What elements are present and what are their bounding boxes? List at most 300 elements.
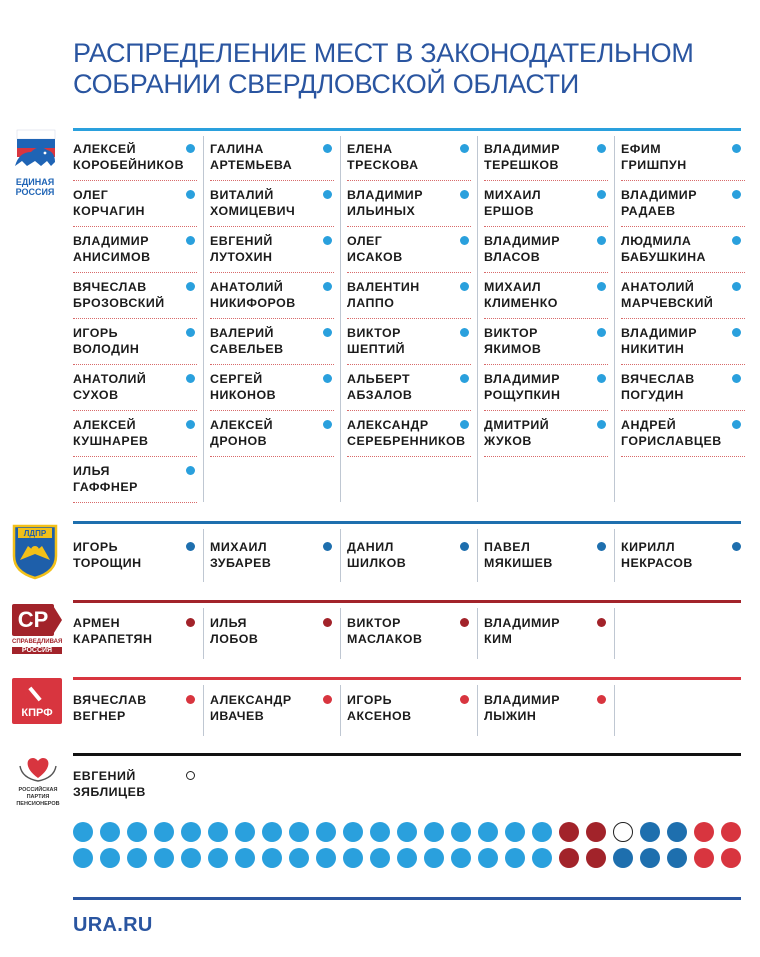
party-dot	[732, 190, 741, 199]
column-separator	[477, 529, 478, 582]
last-name: СЕРЕБРЕННИКОВ	[347, 433, 466, 448]
brand-logo: URA.RU	[73, 914, 153, 936]
deputy-name	[347, 188, 471, 219]
united-russia-logo	[9, 128, 61, 197]
deputy-name	[347, 142, 471, 173]
party-dot	[186, 374, 195, 383]
first-name: ВЛАДИМИР	[484, 616, 560, 630]
deputy-name	[210, 234, 334, 265]
row-divider	[73, 502, 197, 503]
last-name: ИСАКОВ	[347, 249, 403, 264]
deputy-name	[621, 326, 745, 357]
party-dot	[460, 282, 469, 291]
row-divider	[347, 318, 471, 319]
deputy-name	[210, 326, 334, 357]
first-name: МИХАИЛ	[210, 540, 268, 554]
deputy-name	[484, 693, 608, 724]
first-name: МИХАИЛ	[484, 280, 542, 294]
party-dot	[323, 374, 332, 383]
last-name: КАРАПЕТЯН	[73, 631, 153, 646]
party-dot	[597, 695, 606, 704]
last-name: ВЛАСОВ	[484, 249, 541, 264]
deputy-name	[73, 540, 197, 571]
flag-corner-icon	[52, 604, 62, 636]
deputy-name	[621, 418, 745, 449]
seat-circle	[316, 822, 336, 842]
first-name: ВЛАДИМИР	[484, 142, 560, 156]
bear-flag-icon	[9, 128, 61, 172]
row-divider	[621, 272, 745, 273]
seat-circle	[694, 848, 714, 868]
first-name: ВЯЧЕСЛАВ	[73, 280, 147, 294]
last-name: ТОРОЩИН	[73, 555, 142, 570]
first-name: ЕВГЕНИЙ	[210, 234, 273, 248]
column-separator	[477, 608, 478, 659]
first-name: ВИКТОР	[347, 326, 401, 340]
seat-circle	[613, 848, 633, 868]
last-name: ГРИШПУН	[621, 157, 687, 172]
last-name: ЯКИМОВ	[484, 341, 542, 356]
first-name: АНДРЕЙ	[621, 418, 677, 432]
party-dot	[323, 420, 332, 429]
party-dot	[597, 328, 606, 337]
first-name: ИГОРЬ	[347, 693, 393, 707]
row-divider	[621, 318, 745, 319]
last-name: КУШНАРЕВ	[73, 433, 149, 448]
deputy-name	[484, 418, 608, 449]
deputy-name	[621, 372, 745, 403]
party-dot	[597, 374, 606, 383]
row-divider	[347, 364, 471, 365]
last-name: ЛЫЖИН	[484, 708, 537, 723]
row-divider	[347, 226, 471, 227]
seat-circle	[721, 822, 741, 842]
party-dot	[597, 282, 606, 291]
seat-circle	[640, 822, 660, 842]
seat-circle	[505, 848, 525, 868]
seat-circle	[424, 848, 444, 868]
first-name: ДМИТРИЙ	[484, 418, 550, 432]
party-dot	[323, 236, 332, 245]
first-name: ГАЛИНА	[210, 142, 264, 156]
seat-circle	[262, 848, 282, 868]
party-divider	[73, 600, 741, 603]
last-name: НИКИФОРОВ	[210, 295, 296, 310]
seat-circle	[559, 822, 579, 842]
seat-circle	[73, 822, 93, 842]
seat-circle	[451, 848, 471, 868]
first-name: ИЛЬЯ	[73, 464, 110, 478]
first-name: ИЛЬЯ	[210, 616, 247, 630]
seat-circle	[343, 848, 363, 868]
party-dot	[186, 236, 195, 245]
seat-circle	[478, 848, 498, 868]
deputy-name	[210, 616, 334, 647]
column-separator	[203, 529, 204, 582]
deputy-name	[347, 234, 471, 265]
seat-circle	[181, 822, 201, 842]
party-dot	[460, 374, 469, 383]
row-divider	[73, 456, 197, 457]
deputy-name	[621, 540, 745, 571]
party-dot	[460, 542, 469, 551]
fair-russia-logo	[12, 604, 64, 660]
deputy-name	[73, 464, 197, 495]
party-dot	[323, 328, 332, 337]
fair-russia-logo-letters: СР	[12, 604, 54, 636]
deputy-name	[73, 418, 197, 449]
seat-circle	[721, 848, 741, 868]
party-dot	[732, 420, 741, 429]
seat-circle	[154, 822, 174, 842]
first-name: ВЛАДИМИР	[484, 372, 560, 386]
last-name: ЖУКОВ	[484, 433, 532, 448]
ldpr-logo	[10, 520, 60, 580]
deputy-name	[73, 280, 197, 311]
deputy-name	[347, 616, 471, 647]
fair-russia-logo-text-1: СПРАВЕДЛИВАЯ	[12, 639, 63, 645]
seat-circle	[451, 822, 471, 842]
last-name: АБЗАЛОВ	[347, 387, 413, 402]
seat-circle	[154, 848, 174, 868]
party-dot	[186, 328, 195, 337]
seat-circle	[316, 848, 336, 868]
kprf-logo-text: КПРФ	[21, 707, 53, 719]
kprf-logo	[12, 678, 62, 724]
row-divider	[347, 180, 471, 181]
seat-circle	[505, 822, 525, 842]
first-name: КИРИЛЛ	[621, 540, 676, 554]
seat-circle	[289, 822, 309, 842]
last-name: НЕКРАСОВ	[621, 555, 693, 570]
column-separator	[340, 136, 341, 502]
first-name: АНАТОЛИЙ	[621, 280, 695, 294]
row-divider	[621, 410, 745, 411]
first-name: АЛЕКСАНДР	[210, 693, 292, 707]
row-divider	[621, 180, 745, 181]
party-dot	[323, 542, 332, 551]
deputy-name	[73, 769, 197, 800]
deputy-name	[210, 540, 334, 571]
row-divider	[484, 226, 608, 227]
party-dot	[460, 618, 469, 627]
united-russia-logo-text-2: РОССИЯ	[15, 187, 55, 197]
party-dot	[460, 420, 469, 429]
first-name: ВИТАЛИЙ	[210, 188, 274, 202]
seat-circle	[289, 848, 309, 868]
first-name: ВЛАДИМИР	[73, 234, 149, 248]
last-name: САВЕЛЬЕВ	[210, 341, 284, 356]
deputy-name	[484, 540, 608, 571]
row-divider	[621, 364, 745, 365]
seat-circle	[397, 848, 417, 868]
last-name: МЯКИШЕВ	[484, 555, 553, 570]
party-dot	[186, 190, 195, 199]
first-name: АРМЕН	[73, 616, 121, 630]
deputy-name	[484, 616, 608, 647]
seat-circle	[640, 848, 660, 868]
deputy-name	[210, 372, 334, 403]
party-divider	[73, 521, 741, 524]
first-name: СЕРГЕЙ	[210, 372, 263, 386]
row-divider	[210, 364, 334, 365]
deputy-name	[73, 142, 197, 173]
first-name: ВИКТОР	[347, 616, 401, 630]
deputy-name	[210, 418, 334, 449]
last-name: БРОЗОВСКИЙ	[73, 295, 165, 310]
heart-hands-icon	[10, 754, 66, 782]
column-separator	[340, 608, 341, 659]
first-name: ЕЛЕНА	[347, 142, 393, 156]
last-name: АНИСИМОВ	[73, 249, 151, 264]
party-dot	[460, 144, 469, 153]
party-dot	[732, 236, 741, 245]
row-divider	[210, 180, 334, 181]
first-name: ВЛАДИМИР	[621, 188, 697, 202]
deputy-name	[73, 616, 197, 647]
last-name: РОЩУПКИН	[484, 387, 561, 402]
row-divider	[484, 410, 608, 411]
deputy-name	[347, 372, 471, 403]
last-name: КОРЧАГИН	[73, 203, 145, 218]
row-divider	[73, 272, 197, 273]
seat-circle	[586, 848, 606, 868]
deputy-name	[484, 234, 608, 265]
first-name: ДАНИЛ	[347, 540, 394, 554]
party-dot	[597, 144, 606, 153]
party-dot	[323, 144, 332, 153]
first-name: ВЛАДИМИР	[621, 326, 697, 340]
column-separator	[614, 685, 615, 736]
deputy-name	[621, 280, 745, 311]
row-divider	[210, 410, 334, 411]
column-separator	[340, 529, 341, 582]
deputy-name	[484, 188, 608, 219]
party-dot	[186, 695, 195, 704]
row-divider	[73, 180, 197, 181]
last-name: КИМ	[484, 631, 513, 646]
seat-circle	[208, 848, 228, 868]
deputy-name	[73, 188, 197, 219]
deputy-name	[347, 693, 471, 724]
deputy-name	[347, 326, 471, 357]
seat-circle	[181, 848, 201, 868]
hammer-sickle-icon	[12, 678, 62, 708]
first-name: ИГОРЬ	[73, 326, 119, 340]
seat-circle	[100, 822, 120, 842]
party-dot	[186, 771, 195, 780]
row-divider	[347, 410, 471, 411]
seat-circle	[532, 848, 552, 868]
first-name: ВЯЧЕСЛАВ	[73, 693, 147, 707]
row-divider	[347, 272, 471, 273]
first-name: ОЛЕГ	[73, 188, 109, 202]
last-name: ЗУБАРЕВ	[210, 555, 272, 570]
last-name: ДРОНОВ	[210, 433, 268, 448]
column-separator	[203, 608, 204, 659]
party-dot	[597, 420, 606, 429]
last-name: МАРЧЕВСКИЙ	[621, 295, 714, 310]
first-name: ЕФИМ	[621, 142, 662, 156]
row-divider	[210, 318, 334, 319]
first-name: ОЛЕГ	[347, 234, 383, 248]
last-name: НИКИТИН	[621, 341, 685, 356]
party-dot	[732, 542, 741, 551]
first-name: ЕВГЕНИЙ	[73, 769, 136, 783]
last-name: КОРОБЕЙНИКОВ	[73, 157, 185, 172]
last-name: КЛИМЕНКО	[484, 295, 558, 310]
first-name: ВАЛЕРИЙ	[210, 326, 274, 340]
seat-circle	[613, 822, 633, 842]
seat-circle	[694, 822, 714, 842]
party-dot	[186, 144, 195, 153]
seat-circle	[235, 822, 255, 842]
column-separator	[340, 685, 341, 736]
pensioners-logo-text-3: ПЕНСИОНЕРОВ	[16, 801, 60, 807]
last-name: ГАФФНЕР	[73, 479, 138, 494]
pensioners-logo-text-2: ПАРТИЯ	[26, 794, 50, 800]
deputy-name	[621, 234, 745, 265]
last-name: ХОМИЦЕВИЧ	[210, 203, 296, 218]
seat-circle	[208, 822, 228, 842]
last-name: ВЕГНЕР	[73, 708, 126, 723]
pensioners-party-logo	[10, 754, 66, 807]
first-name: АЛЬБЕРТ	[347, 372, 411, 386]
party-dot	[323, 190, 332, 199]
row-divider	[347, 456, 471, 457]
seat-circle	[127, 848, 147, 868]
deputy-name	[73, 234, 197, 265]
party-dot	[732, 374, 741, 383]
row-divider	[73, 318, 197, 319]
deputy-name	[347, 418, 471, 449]
seat-circle	[73, 848, 93, 868]
deputy-name	[210, 188, 334, 219]
seat-circle	[262, 822, 282, 842]
seat-circle	[667, 848, 687, 868]
first-name: ВЛАДИМИР	[484, 693, 560, 707]
column-separator	[614, 529, 615, 582]
party-divider	[73, 677, 741, 680]
pensioners-logo-text-1: РОССИЙСКАЯ	[18, 787, 58, 793]
first-name: ЛЮДМИЛА	[621, 234, 692, 248]
column-separator	[477, 136, 478, 502]
ldpr-logo-text: ЛДПР	[23, 529, 47, 538]
last-name: ИЛЬИНЫХ	[347, 203, 416, 218]
seat-circle	[424, 822, 444, 842]
party-divider	[73, 128, 741, 131]
party-dot	[186, 282, 195, 291]
deputy-name	[73, 372, 197, 403]
deputy-name	[210, 142, 334, 173]
last-name: ГОРИСЛАВЦЕВ	[621, 433, 722, 448]
seat-circle	[127, 822, 147, 842]
column-separator	[614, 136, 615, 502]
seat-circle	[397, 822, 417, 842]
row-divider	[73, 410, 197, 411]
first-name: АЛЕКСЕЙ	[210, 418, 274, 432]
party-dot	[460, 190, 469, 199]
page-title: РАСПРЕДЕЛЕНИЕ МЕСТ В ЗАКОНОДАТЕЛЬНОМ СОБРАНИИ СВЕРДЛОВСКОЙ ОБЛАСТИ	[73, 38, 694, 99]
party-dot	[323, 282, 332, 291]
deputy-name	[484, 372, 608, 403]
seat-circle	[532, 822, 552, 842]
column-separator	[477, 685, 478, 736]
party-dot	[732, 282, 741, 291]
first-name: ПАВЕЛ	[484, 540, 531, 554]
party-dot	[460, 328, 469, 337]
party-dot	[186, 466, 195, 475]
last-name: ТРЕСКОВА	[347, 157, 419, 172]
seat-circle	[478, 822, 498, 842]
party-dot	[597, 618, 606, 627]
seat-circle	[586, 822, 606, 842]
deputy-name	[484, 142, 608, 173]
party-divider	[73, 753, 741, 756]
row-divider	[73, 364, 197, 365]
deputy-name	[484, 326, 608, 357]
first-name: АНАТОЛИЙ	[210, 280, 284, 294]
first-name: ВЯЧЕСЛАВ	[621, 372, 695, 386]
footer-divider	[73, 897, 741, 900]
last-name: РАДАЕВ	[621, 203, 676, 218]
row-divider	[484, 364, 608, 365]
deputy-name	[347, 280, 471, 311]
first-name: ВИКТОР	[484, 326, 538, 340]
row-divider	[210, 456, 334, 457]
first-name: ВЛАДИМИР	[484, 234, 560, 248]
last-name: ШЕПТИЙ	[347, 341, 406, 356]
first-name: ВЛАДИМИР	[347, 188, 423, 202]
row-divider	[484, 456, 608, 457]
last-name: АКСЕНОВ	[347, 708, 412, 723]
seat-circle	[559, 848, 579, 868]
first-name: АНАТОЛИЙ	[73, 372, 147, 386]
last-name: ШИЛКОВ	[347, 555, 407, 570]
party-dot	[597, 542, 606, 551]
party-dot	[732, 328, 741, 337]
fair-russia-logo-text-2: РОССИЯ	[12, 647, 62, 654]
last-name: НИКОНОВ	[210, 387, 277, 402]
first-name: АЛЕКСЕЙ	[73, 142, 137, 156]
party-dot	[460, 236, 469, 245]
deputy-name	[347, 540, 471, 571]
column-separator	[203, 685, 204, 736]
row-divider	[484, 318, 608, 319]
party-dot	[323, 695, 332, 704]
seat-circle	[100, 848, 120, 868]
seat-circle	[343, 822, 363, 842]
deputy-name	[621, 142, 745, 173]
deputy-name	[73, 693, 197, 724]
first-name: АЛЕКСЕЙ	[73, 418, 137, 432]
seat-circle	[235, 848, 255, 868]
last-name: ЛУТОХИН	[210, 249, 273, 264]
column-separator	[614, 608, 615, 659]
party-dot	[597, 236, 606, 245]
row-divider	[484, 272, 608, 273]
deputy-name	[210, 280, 334, 311]
row-divider	[484, 180, 608, 181]
row-divider	[621, 456, 745, 457]
last-name: ИВАЧЕВ	[210, 708, 265, 723]
seat-circle	[370, 848, 390, 868]
party-dot	[323, 618, 332, 627]
seat-circle	[667, 822, 687, 842]
last-name: ЗЯБЛИЦЕВ	[73, 784, 146, 799]
last-name: ЕРШОВ	[484, 203, 535, 218]
first-name: ИГОРЬ	[73, 540, 119, 554]
